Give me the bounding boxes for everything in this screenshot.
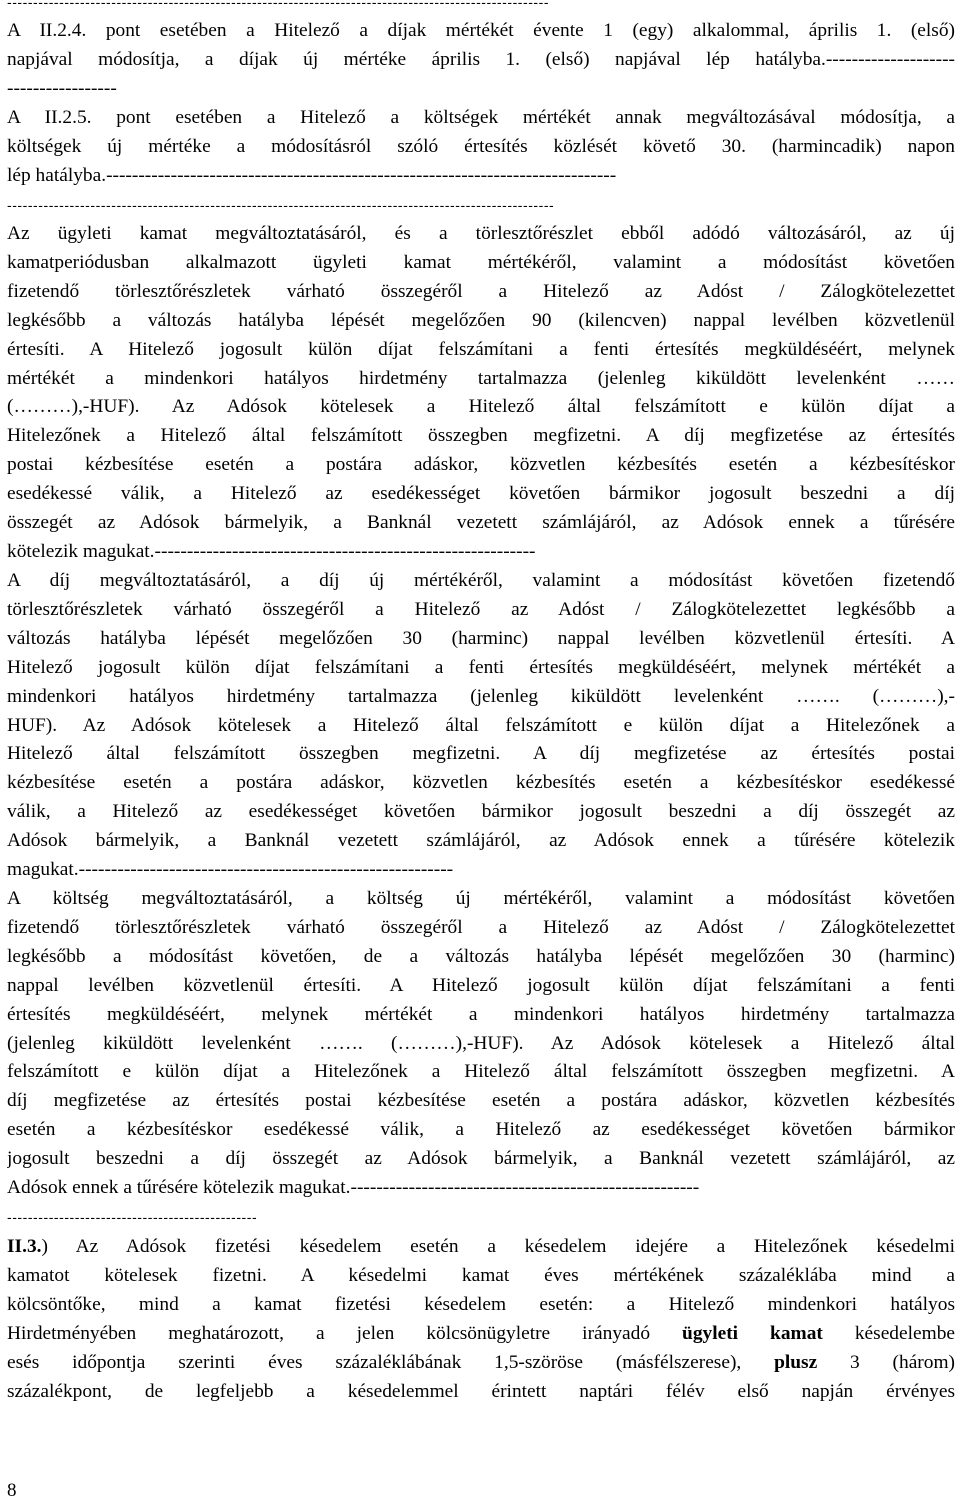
text-line: felszámított e külön díjat a Hitelezőnek a Hitelező által felszámított összegben megfizetni. A <box>7 1061 955 1083</box>
text-line: Az ügyleti kamat megváltoztatásáról, és a törlesztőrészlet ebből adódó változásáról, az új <box>7 223 955 244</box>
text-line: értesítés megküldéséért, melynek mértékét a mindenkori hatályos hirdetmény tartalmazza <box>7 1003 955 1025</box>
text-line: legkésőbb a változás hatályba lépését megelőzően 90 (kilencven) nappal levélben közvetlenül <box>7 309 955 331</box>
bold-term: plusz <box>774 1351 818 1373</box>
paragraph-interest-change <box>7 220 955 567</box>
text-line: értesíti. A Hitelező jogosult külön díjat felszámítani a fenti értesítés megküldéséért, melynek <box>7 338 955 360</box>
text-line: A költség megváltoztatásáról, a költség új mértékéről, valamint a módosítást követően <box>7 888 955 909</box>
text-line: törlesztőrészletek várható összegéről a Hitelező az Adóst / Zálogkötelezettet legkésőbb a <box>7 598 955 620</box>
dash-line: --------------------------------------------------------------------------------------------------------- <box>7 196 555 213</box>
section-number: II.3. <box>7 1236 42 1257</box>
text-line: esedékessé válik, a Hitelező az esedékességet követően bármikor jogosult beszedni a díj <box>7 483 955 505</box>
text-line: Adósok bármelyik, a Banknál vezetett számlájáról, az Adósok ennek a tűrésére kötelezik <box>7 830 955 852</box>
text-line <box>7 1349 955 1378</box>
text-line: kölcsöntőke, mind a kamat fizetési késedelem esetén: a Hitelező mindenkori hatályos <box>7 1293 955 1315</box>
text-line: Hitelező jogosult külön díjat felszámítani a fenti értesítés megküldéséért, melynek mértékét a <box>7 656 955 678</box>
text-line: fizetendő törlesztőrészletek várható összegéről a Hitelező az Adóst / Zálogkötelezettet <box>7 280 955 302</box>
text-line <box>7 1320 955 1349</box>
text-run: 3 (három) <box>817 1351 955 1373</box>
text-line: költségek új mértéke a módosításról szóló értesítés közlését követő 30. (harmincadik) napon <box>7 135 955 157</box>
section-2-2-5 <box>7 104 955 220</box>
text-line: nappal levélben közvetlenül értesíti. A Hitelező jogosult külön díjat felszámítani a fenti <box>7 974 955 996</box>
text-line: változás hatályba lépését megelőzően 30 (harminc) nappal levélben közvetlenül értesíti. A <box>7 627 955 649</box>
text-line: (………),-HUF). Az Adósok kötelesek a Hitelező által felszámított e külön díjat a <box>7 396 955 418</box>
text-line: A díj megváltoztatásáról, a díj új mértékéről, valamint a módosítást követően fizetendő <box>7 570 955 591</box>
dash-line: -------------------------------------------------------------------------------------------------------- <box>7 0 550 10</box>
text-line: kézbesítése esetén a postára adáskor, közvetlen kézbesítés esetén a kézbesítéskor esedékessé <box>7 772 955 794</box>
text-line: napjával módosítja, a díjak új mértéke április 1. (első) napjával lép hatályba.-------------------- <box>7 48 955 70</box>
dash-line: ------------------------------------------------ <box>7 1208 258 1225</box>
text-line: válik, a Hitelező az esedékességet követően bármikor jogosult beszedni a díj összegét az <box>7 801 955 823</box>
paragraph-cost-change <box>7 885 955 1232</box>
section-2-3 <box>7 1233 955 1406</box>
header-rule <box>7 0 955 17</box>
text-line: postai kézbesítése esetén a postára adáskor, közvetlen kézbesítés esetén a kézbesítéskor <box>7 454 955 476</box>
text-line: százalékpont, de legfeljebb a késedelemmel érintett naptári félév első napján érvényes <box>7 1380 955 1402</box>
text-line: (jelenleg kiküldött levelenként ……. (………),-HUF). Az Adósok kötelesek a Hitelező által <box>7 1032 955 1054</box>
paragraph-fee-change <box>7 567 955 885</box>
text-line: esetén a kézbesítéskor esedékessé válik, a Hitelező az esedékességet követően bármikor <box>7 1119 955 1141</box>
page-number: 8 <box>7 1480 17 1501</box>
text-line: kamatot kötelesek fizetni. A késedelmi kamat éves mértékének százaléklába mind a <box>7 1264 955 1286</box>
text-line: fizetendő törlesztőrészletek várható összegéről a Hitelező az Adóst / Zálogkötelezettet <box>7 916 955 938</box>
text-line: Adósok ennek a tűrésére kötelezik magukat.------------------------------------------------------ <box>7 1177 700 1199</box>
text-line: jogosult beszedni a díj összegét az Adósok bármelyik, a Banknál vezetett számlájáról, az <box>7 1148 955 1170</box>
text-line: lép hatályba.------------------------------------------------------------------------------- <box>7 164 617 186</box>
text-run: esés időpontja szerinti éves százaléklábának 1,5-szöröse (másfélszerese), <box>7 1351 775 1373</box>
text-line: mértékét a mindenkori hatályos hirdetmény tartalmazza (jelenleg kiküldött levelenként …… <box>7 367 955 389</box>
text-line: összegét az Adósok bármelyik, a Banknál vezetett számlájáról, az Adósok ennek a tűrésére <box>7 512 955 534</box>
text-line: kötelezik magukat.----------------------------------------------------------- <box>7 540 536 562</box>
text-line: legkésőbb a módosítást követően, de a változás hatályba lépését megelőzően 30 (harminc) <box>7 945 955 967</box>
text-run: ) Az Adósok fizetési késedelem esetén a késedelem idejére a Hitelezőnek késedelmi <box>41 1236 955 1257</box>
bold-term: ügyleti kamat <box>682 1322 823 1344</box>
text-line: A II.2.5. pont esetében a Hitelező a költségek mértékét annak megváltozásával módosítja, a <box>7 107 955 128</box>
text-run: Hirdetményében meghatározott, a jelen kölcsönügyletre irányadó <box>7 1322 683 1344</box>
text-line: mindenkori hatályos hirdetmény tartalmazza (jelenleg kiküldött levelenként ……. (………),- <box>7 685 955 707</box>
section-2-2-4 <box>7 17 955 104</box>
text-line: Hitelező által felszámított összegben megfizetni. A díj megfizetése az értesítés postai <box>7 743 955 765</box>
text-line: A II.2.4. pont esetében a Hitelező a díjak mértékét évente 1 (egy) alkalommal, április 1. (első) <box>7 20 955 41</box>
text-line: Hitelezőnek a Hitelező által felszámított összegben megfizetni. A díj megfizetése az értesítés <box>7 425 955 447</box>
text-run: késedelembe <box>822 1322 955 1344</box>
text-line: ----------------- <box>7 77 117 99</box>
text-line: HUF). Az Adósok kötelesek a Hitelező által felszámított e külön díjat a Hitelezőnek a <box>7 714 955 736</box>
text-line: díj megfizetése az értesítés postai kézbesítése esetén a postára adáskor, közvetlen kézbesítés <box>7 1090 955 1112</box>
text-line: magukat.---------------------------------------------------------- <box>7 859 454 881</box>
text-line: kamatperiódusban alkalmazott ügyleti kamat mértékéről, valamint a módosítást követően <box>7 251 955 273</box>
text-line <box>7 1233 955 1262</box>
